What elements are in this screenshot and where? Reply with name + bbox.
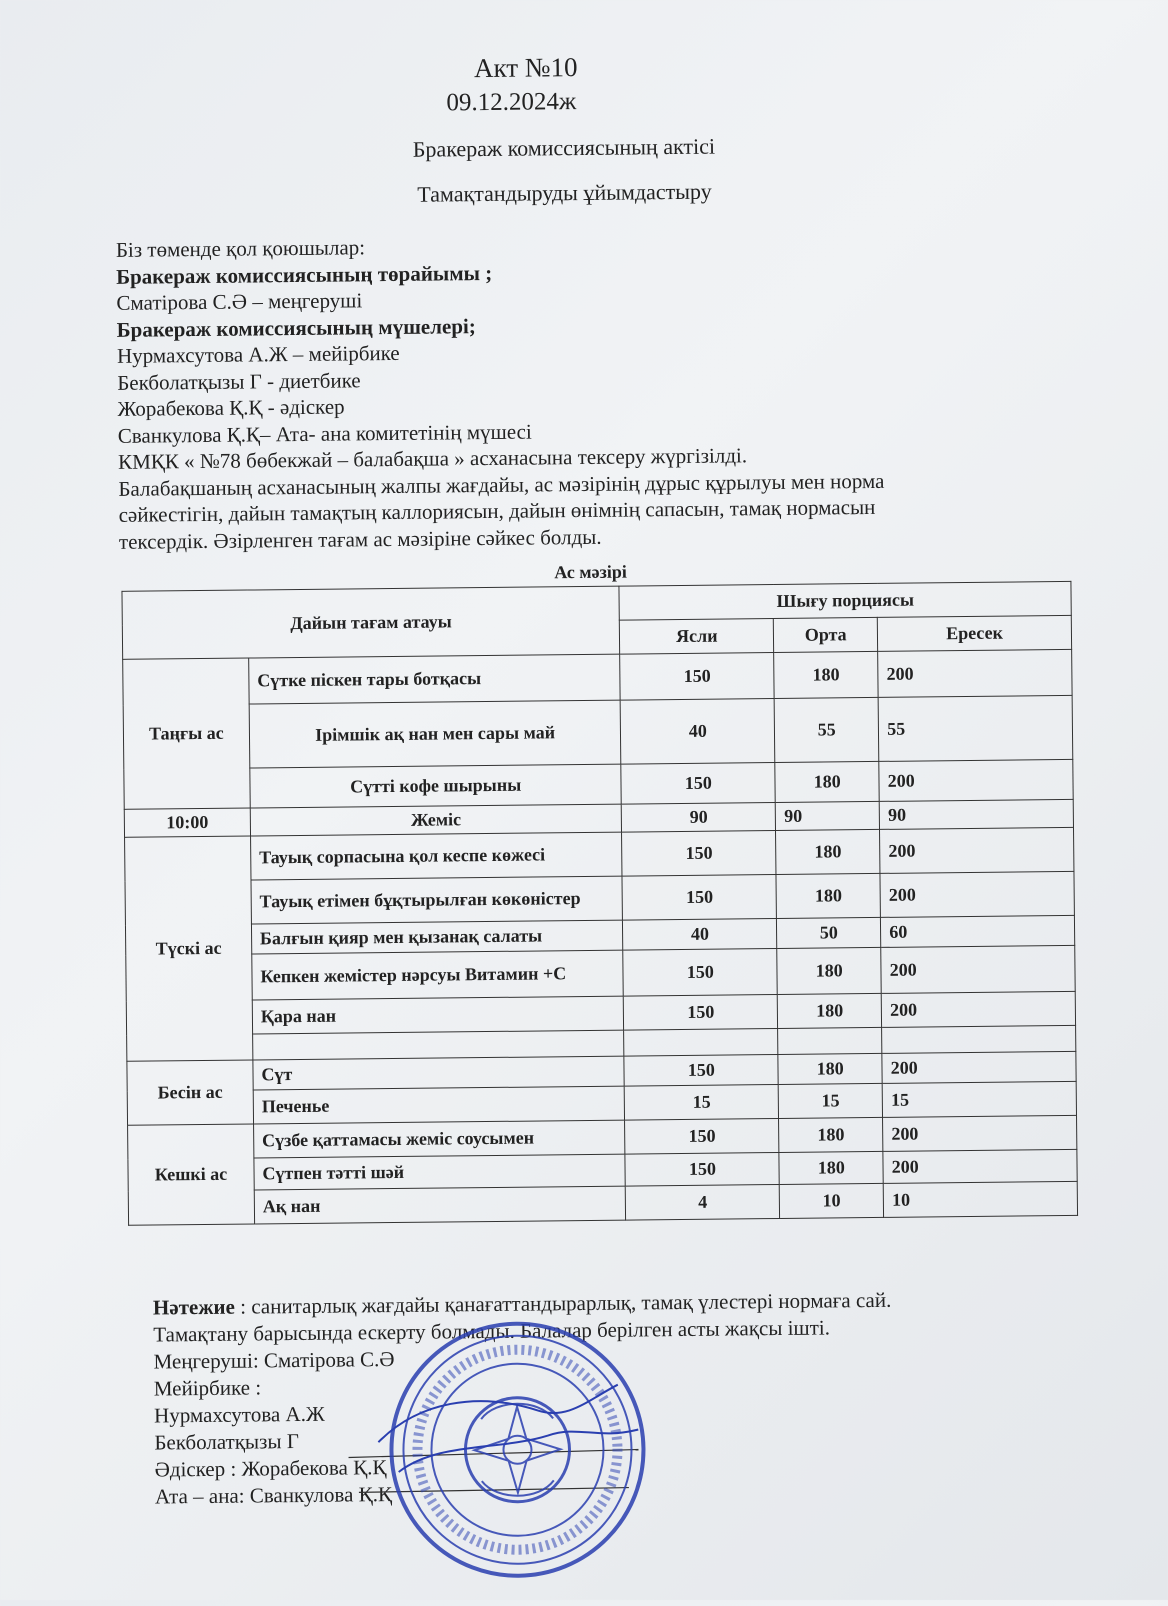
footer-line: Нурмахсутова А.Ж [153, 1401, 325, 1428]
paragraph-line: КМҚК « №78 бөбекжай – балабақша » асханасына тексеру жүргізілді. [117, 443, 748, 474]
dish-cell: Жеміс [250, 804, 622, 836]
orta-cell: 180 [776, 829, 880, 874]
yasli-cell: 150 [623, 948, 777, 996]
empty-cell [252, 1030, 624, 1060]
eresek-cell: 200 [878, 649, 1072, 697]
dish-cell: Балғын қияр мен қызанақ салаты [251, 920, 623, 954]
empty-cell [778, 1027, 882, 1054]
official-stamp [385, 1317, 650, 1582]
meal-label: Түскі ас [125, 836, 253, 1061]
eresek-cell: 200 [880, 871, 1074, 917]
eresek-cell: 200 [880, 827, 1074, 873]
col-header-eresek: Ересек [877, 615, 1071, 651]
eresek-cell: 200 [883, 1149, 1077, 1183]
footer-line: Меңгеруші: Сматірова С.Ә [153, 1347, 395, 1374]
footer-line: Мейірбике : [153, 1375, 262, 1401]
orta-cell: 180 [779, 1151, 883, 1184]
meal-label: Кешкі ас [128, 1124, 255, 1225]
member-item: Сванкулова Қ.Қ– Ата- ана комитетінің мүшесі [117, 419, 532, 448]
chair-heading: Бракераж комиссиясының төрайымы ; [116, 260, 493, 289]
orta-cell: 180 [775, 761, 879, 802]
eresek-cell: 90 [879, 799, 1073, 829]
col-header-orta: Орта [774, 617, 878, 652]
orta-cell: 50 [777, 917, 881, 948]
footer-line: Ата – ана: Сванкулова Қ.Қ [154, 1482, 393, 1509]
intro-block [116, 227, 1019, 554]
menu-table [121, 581, 1078, 1226]
dish-cell: Қара нан [252, 996, 624, 1034]
orta-cell: 180 [776, 873, 880, 918]
dish-cell: Сүзбе қаттамасы жеміс соусымен [253, 1120, 625, 1158]
dish-cell: Ірімшік ақ нан мен сары май [249, 700, 621, 768]
yasli-cell: 150 [621, 763, 775, 805]
yasli-cell: 150 [624, 994, 778, 1030]
meal-label: Бесін ас [127, 1060, 254, 1125]
orta-cell: 10 [779, 1183, 883, 1218]
footer-line: Әдіскер : Жорабекова Қ.Қ [154, 1455, 387, 1482]
eresek-cell: 60 [881, 915, 1075, 947]
eresek-cell: 200 [881, 945, 1075, 993]
empty-cell [624, 1028, 778, 1056]
dish-cell: Кепкен жемістер нәрсуы Витамин +С [252, 950, 624, 1000]
eresek-cell: 200 [883, 1115, 1077, 1151]
orta-cell: 180 [777, 947, 881, 994]
eresek-cell: 15 [882, 1081, 1076, 1117]
intro-line: Біз төменде қол қоюшылар: [115, 235, 366, 262]
act-topic: Тамақтандыруды ұйымдастыру [417, 178, 712, 207]
act-subtitle: Бракераж комиссиясының актісі [412, 133, 716, 162]
orta-cell: 180 [774, 651, 878, 698]
yasli-cell: 150 [622, 831, 776, 877]
orta-cell: 180 [778, 1053, 882, 1084]
yasli-cell: 150 [625, 1152, 779, 1186]
yasli-cell: 40 [621, 699, 775, 765]
yasli-cell: 15 [625, 1084, 779, 1120]
footer-line: Тамақтану барысында ескерту болмады. Балалар берілген асты жақсы ішті. [153, 1315, 831, 1347]
paragraph-line: Балабақшаның асханасының жалпы жағдайы, ас мәзірінің дұрыс құрылуы мен норма [118, 468, 885, 501]
eresek-cell: 55 [878, 695, 1072, 761]
chair-name: Сматірова С.Ә – меңгеруші [116, 288, 363, 315]
empty-cell [882, 1025, 1076, 1053]
yasli-cell: 90 [622, 803, 776, 833]
orta-cell: 15 [778, 1083, 882, 1118]
menu-title: Ас мәзірі [554, 561, 627, 583]
orta-cell: 180 [778, 993, 882, 1028]
members-heading: Бракераж комиссиясының мүшелері; [116, 313, 476, 342]
dish-cell: Печенье [253, 1086, 625, 1124]
paragraph-line: сәйкестігін, дайын тамақтың каллориясын, дайын өнімнің сапасын, тамақ нормасын [118, 494, 876, 527]
dish-cell: Сүтпен тәтті шәй [254, 1154, 626, 1190]
col-header-name: Дайын тағам атауы [122, 586, 620, 659]
act-number: Акт №10 [473, 52, 578, 84]
yasli-cell: 4 [626, 1184, 780, 1220]
table-row [123, 695, 1073, 769]
orta-cell: 55 [774, 697, 879, 762]
dish-cell: Сүт [253, 1056, 625, 1090]
member-item: Бекболатқызы Г - диетбике [117, 367, 361, 395]
meal-label: Таңғы ас [123, 658, 250, 809]
meal-label: 10:00 [124, 808, 250, 837]
yasli-cell: 150 [624, 1054, 778, 1086]
eresek-cell: 200 [879, 759, 1073, 801]
footer-line: Бекболатқызы Г [154, 1429, 300, 1455]
eresek-cell: 200 [881, 991, 1075, 1027]
yasli-cell: 40 [623, 918, 777, 950]
eresek-cell: 10 [883, 1181, 1077, 1217]
orta-cell: 180 [779, 1117, 883, 1152]
dish-cell: Сүтті кофе шырыны [250, 764, 622, 808]
col-header-portion: Шығу порциясы [619, 581, 1071, 620]
dish-cell: Тауық сорпасына қол кеспе көжесі [250, 832, 622, 880]
member-item: Нурмахсутова А.Ж – мейірбике [116, 340, 400, 368]
yasli-cell: 150 [625, 1118, 779, 1154]
result-label: Нәтежие [152, 1294, 236, 1320]
member-item: Жорабекова Қ.Қ - әдіскер [117, 394, 345, 421]
yasli-cell: 150 [620, 653, 774, 701]
eresek-cell: 200 [882, 1051, 1076, 1083]
orta-cell: 90 [775, 801, 879, 830]
paragraph-line: тексердік. Әзірленген тағам ас мәзіріне сәйкес болды. [118, 524, 602, 554]
dish-cell: Ақ нан [254, 1186, 626, 1224]
col-header-yasli: Ясли [620, 619, 774, 655]
yasli-cell: 150 [622, 874, 776, 920]
dish-cell: Тауық етімен бұқтырылған көкөністер [251, 876, 623, 924]
act-date: 09.12.2024ж [446, 88, 577, 117]
result-text: : санитарлық жағдайы қанағаттандырарлық, тамақ үлестері нормаға сай. [234, 1287, 892, 1319]
dish-cell: Сүтке піскен тары ботқасы [249, 654, 621, 704]
